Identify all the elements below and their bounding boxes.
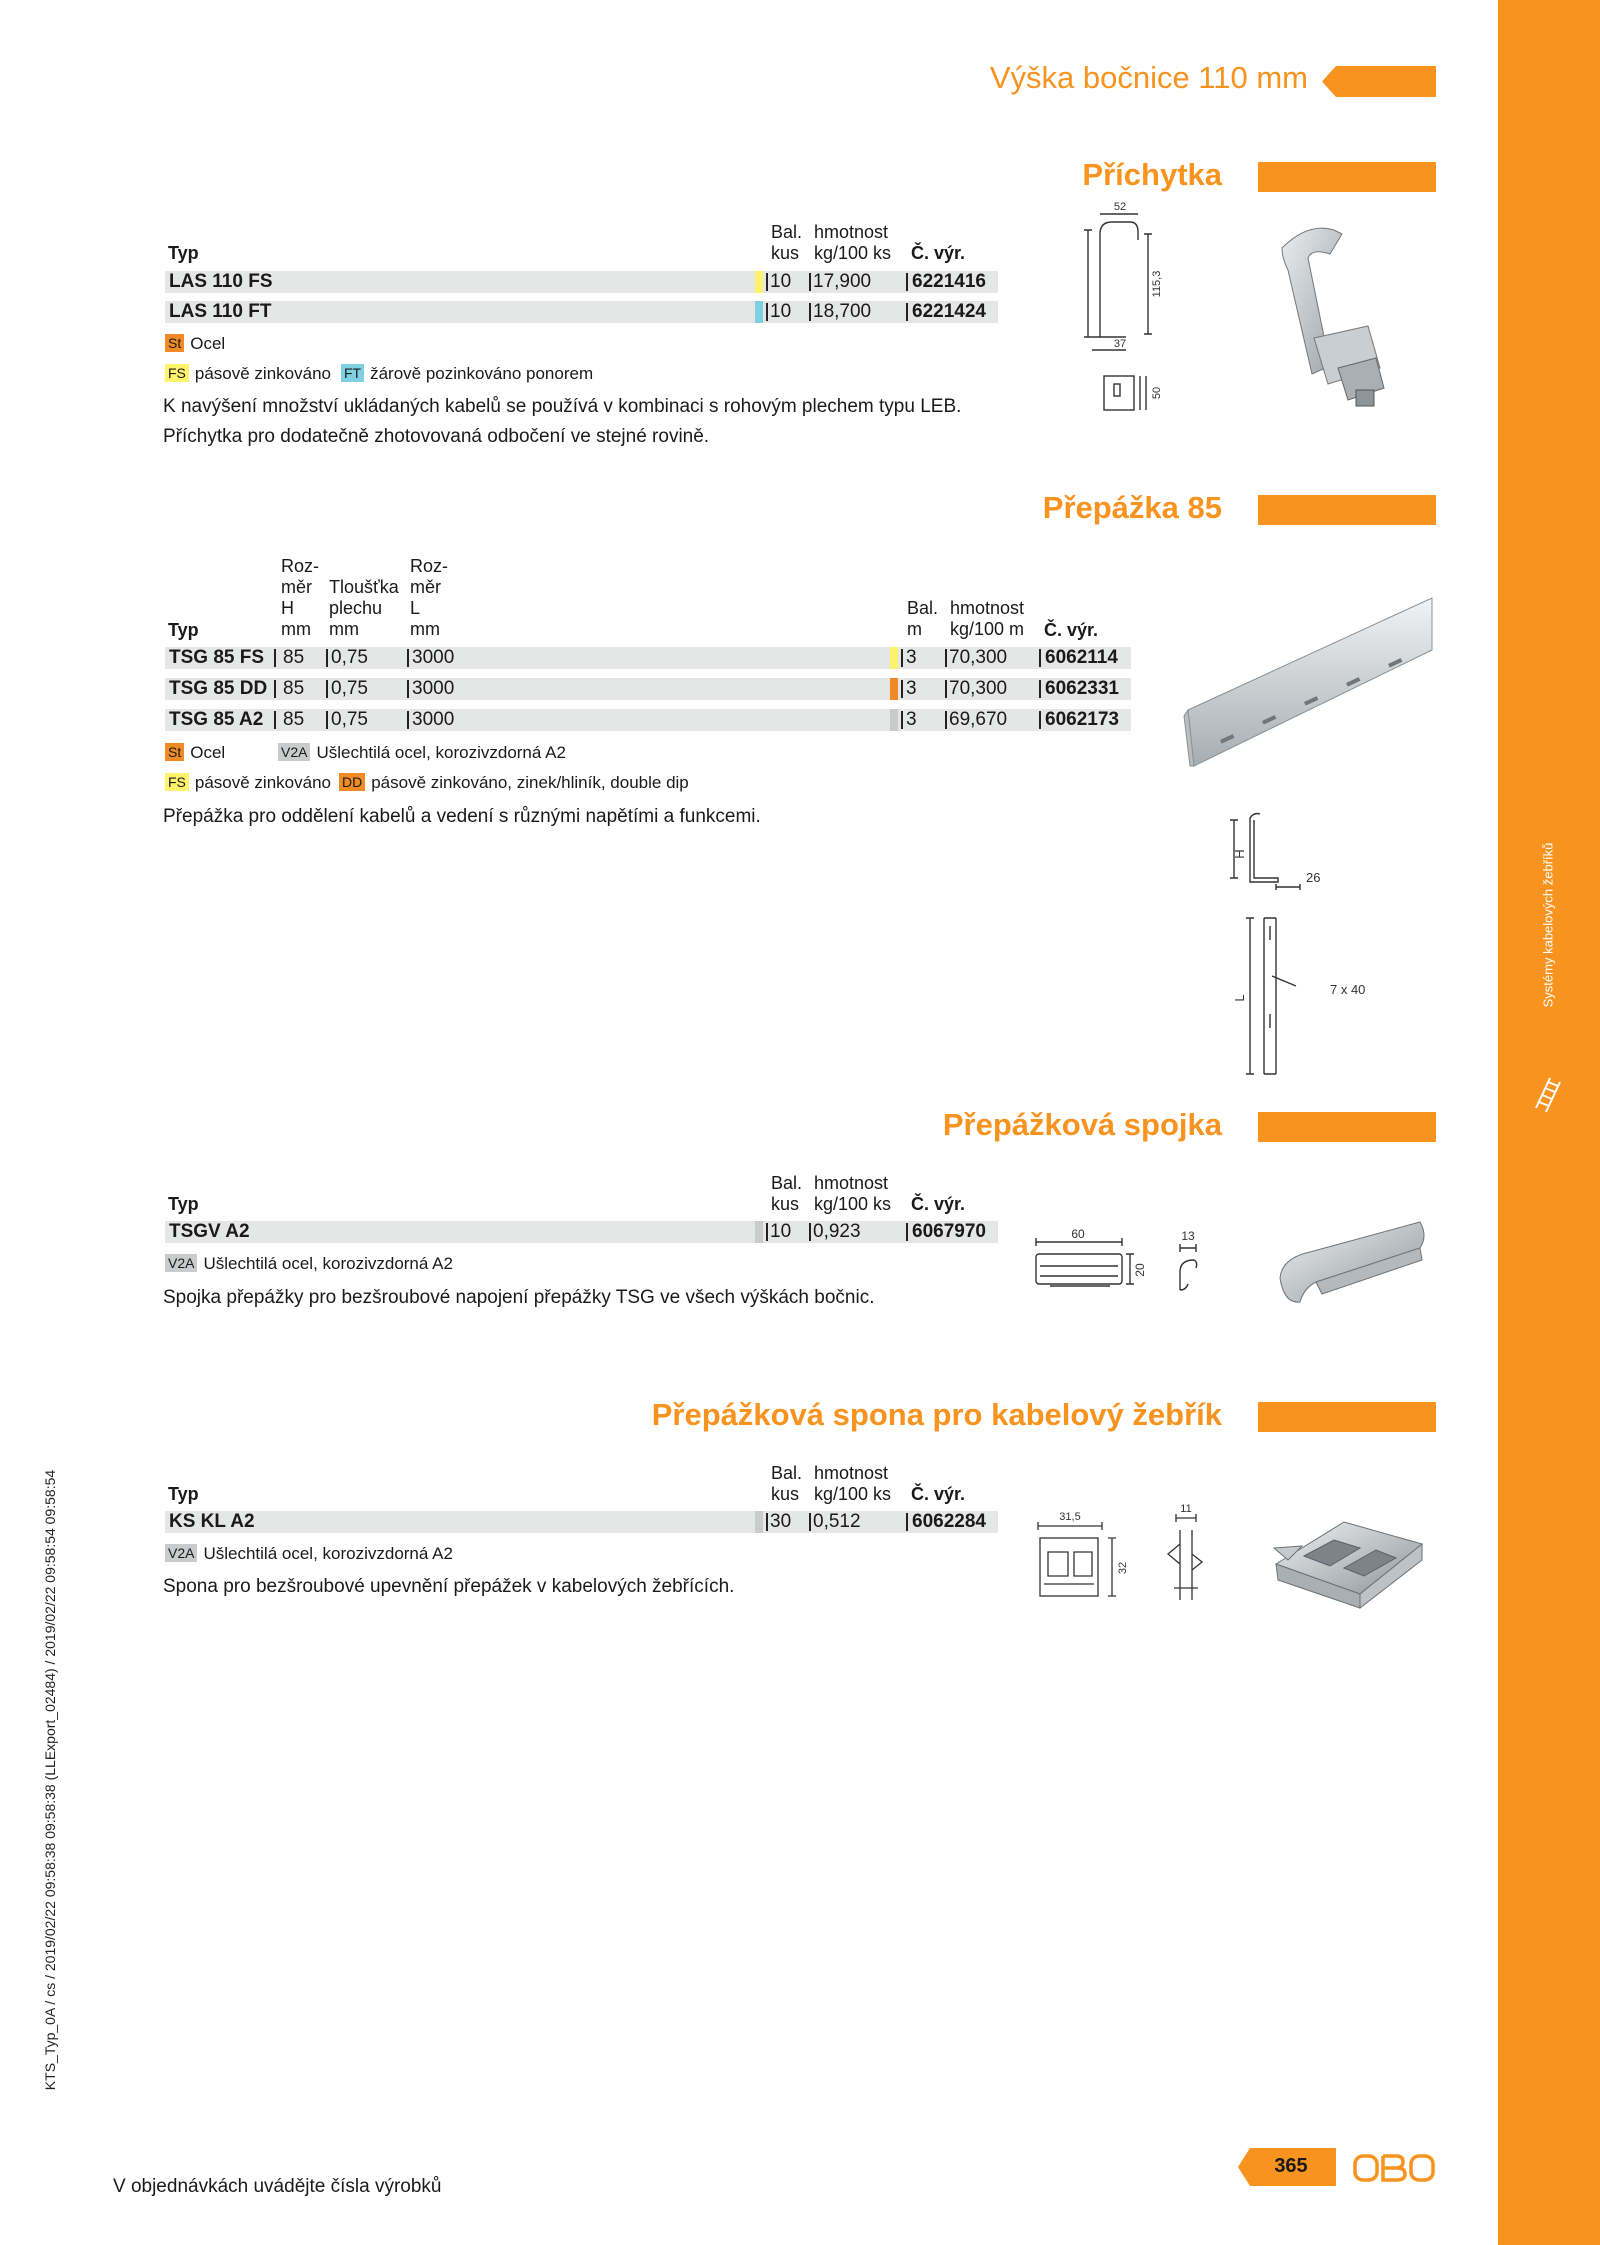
dim-13: 13 [1181,1229,1195,1243]
clip-drawing [1078,201,1198,422]
finish-swatch [755,1511,763,1533]
sidebar-label: Systémy kabelových žebříků [1540,842,1556,1008]
section-title-prepazka85: Přepážka 85 [1042,490,1222,525]
section-bar [1258,495,1436,525]
finish-swatch [890,678,898,700]
clamp-drawing [1030,1504,1240,1634]
section-title-prichytka: Příchytka [1082,157,1222,192]
dim-7x40: 7 x 40 [1330,982,1366,997]
col-cislo: Č. výr. [911,1194,966,1214]
divider-drawing [1226,808,1376,1084]
col-bal: Bal. kus [771,1463,803,1504]
section-title-spojka: Přepážková spojka [942,1107,1222,1142]
finish-swatch [755,1221,763,1243]
connector-product-image [1270,1208,1430,1318]
legend-item: V2A Ušlechtilá ocel, korozivzdorná A2 [278,742,566,764]
header-tab [1322,66,1436,97]
col-typ: Typ [168,620,199,640]
dim-31-5: 31,5 [1059,1511,1081,1523]
table-row: TSG 85 A2 85 0,75 3000 3 69,670 6062173 [165,709,1131,731]
legend-item: V2A Ušlechtilá ocel, korozivzdorná A2 [165,1543,453,1565]
description: Spona pro bezšroubové upevnění přepážek v kabelových žebřících. [163,1576,735,1597]
finish-swatch [755,301,763,323]
legend-item: V2A Ušlechtilá ocel, korozivzdorná A2 [165,1253,453,1275]
dim-11: 11 [1180,1503,1192,1515]
col-rozmer-h: Roz- měr H mm [281,556,320,639]
finish-swatch [890,647,898,669]
connector-drawing [1030,1227,1240,1300]
finish-swatch [890,709,898,731]
clip-product-image [1268,218,1428,418]
col-bal: Bal. kus [771,222,803,263]
col-typ: Typ [168,243,199,263]
col-typ: Typ [168,1194,199,1214]
table-row: KS KL A2 30 0,512 6062284 [165,1511,998,1533]
col-tloustka: Tloušťka plechu mm [329,577,399,639]
table-row: TSG 85 FS 85 0,75 3000 3 70,300 6062114 [165,647,1131,669]
col-hmotnost: hmotnost kg/100 ks [814,222,892,263]
section-bar [1258,162,1436,192]
legend-item: St Ocel [165,333,225,355]
dim-32: 32 [1117,1561,1129,1575]
dim-20: 20 [1133,1263,1147,1277]
table-row: TSGV A2 10 0,923 6067970 [165,1221,998,1243]
col-hmotnost: hmotnost kg/100 ks [814,1463,892,1504]
dim-26: 26 [1306,870,1321,885]
obo-logo [1352,2148,1436,2188]
legend-item: FS pásově zinkováno FT žárově pozinkováno ponorem [165,363,593,385]
clamp-product-image [1264,1504,1434,1614]
col-rozmer-l: Roz- měr L mm [410,556,449,639]
col-cislo: Č. výr. [1044,620,1099,640]
document-meta: KTS_Typ_0A / cs / 2019/02/22 09:58:38 09:58:38 (LLExport_02484) / 2019/02/22 09:58:54 09:58:54 [42,1469,58,2091]
sidebar-band [1498,0,1600,2245]
col-cislo: Č. výr. [911,1484,966,1504]
footer-note: V objednávkách uvádějte čísla výrobků [113,2176,442,2197]
page-title: Výška bočnice 110 mm [989,60,1308,95]
cable-ladder-icon [1530,1072,1570,1118]
description: Příchytka pro dodatečně zhotovovaná odbočení ve stejné rovině. [163,426,710,447]
page-number: 365 [1274,2155,1308,2177]
dim-115: 115,3 [1151,270,1163,298]
section-bar [1258,1112,1436,1142]
col-bal: Bal. kus [771,1173,803,1214]
dim-52: 52 [1113,201,1127,213]
col-cislo: Č. výr. [911,243,966,263]
section-bar [1258,1402,1436,1432]
col-typ: Typ [168,1484,199,1504]
dim-l: L [1232,994,1247,1002]
dim-60: 60 [1071,1227,1085,1241]
col-hmotnost: hmotnost kg/100 m [950,598,1025,639]
table-row: LAS 110 FT 10 18,700 6221424 [165,301,998,323]
divider-product-image [1180,590,1436,770]
legend-item: FS pásově zinkováno DD pásově zinkováno, zinek/hliník, double dip [165,772,689,794]
description: K navýšení množství ukládaných kabelů se používá v kombinaci s rohovým plechem typu LEB. [163,396,962,417]
dim-h: H [1232,849,1247,859]
dim-50: 50 [1151,386,1163,400]
table-row: TSG 85 DD 85 0,75 3000 3 70,300 6062331 [165,678,1131,700]
table-row: LAS 110 FS 10 17,900 6221416 [165,271,998,293]
col-bal: Bal. m [907,598,939,639]
col-hmotnost: hmotnost kg/100 ks [814,1173,892,1214]
finish-swatch [755,271,763,293]
description: Spojka přepážky pro bezšroubové napojení přepážky TSG ve všech výškách bočnic. [163,1287,875,1308]
description: Přepážka pro oddělení kabelů a vedení s různými napětími a funkcemi. [163,806,761,827]
legend-item: St Ocel [165,742,225,764]
section-title-spona: Přepážková spona pro kabelový žebřík [651,1397,1222,1432]
dim-37: 37 [1113,338,1127,350]
